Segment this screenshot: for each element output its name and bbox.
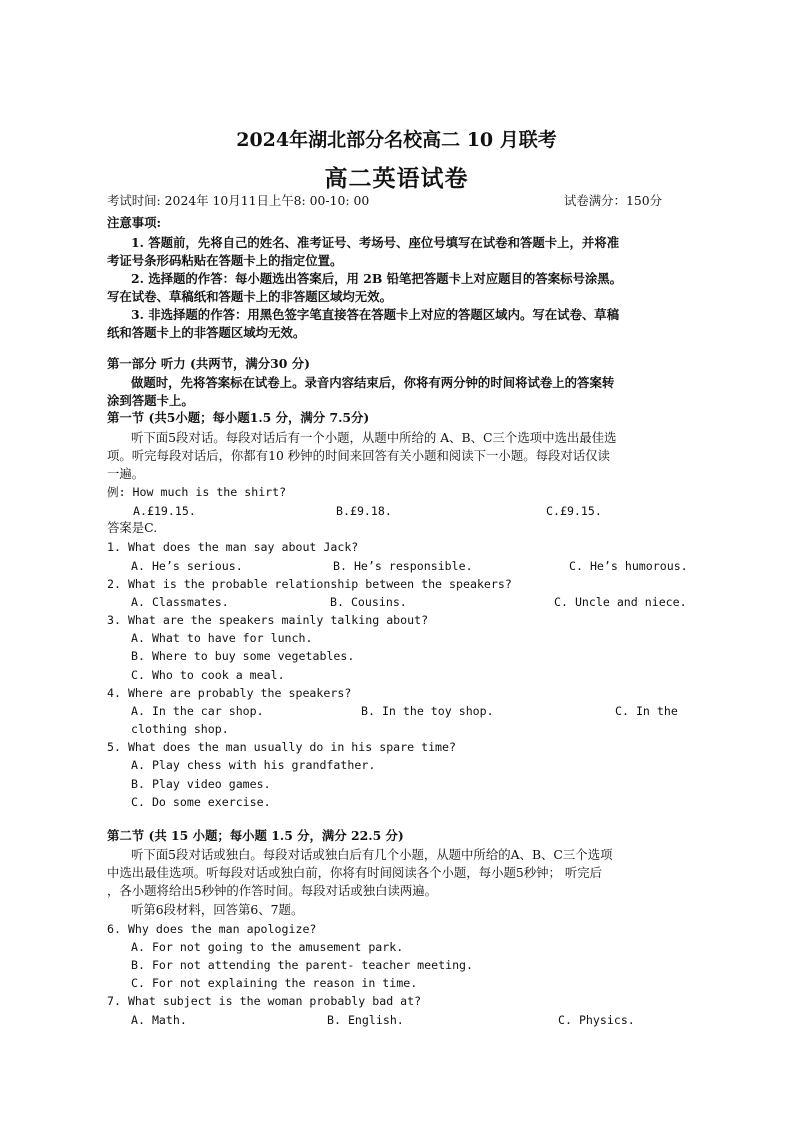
question-4-option-b: B. In the toy shop.: [361, 704, 494, 718]
question-5-option-a: A. Play chess with his grandfather.: [131, 758, 376, 772]
section2-intro-cont: 中选出最佳选项。听每段对话或独白前，你将有时间阅读各个小题，每小题5秒钟； 听完后: [107, 865, 603, 880]
notice-item-2: 2. 选择题的作答：每小题选出答案后，用 2B 铅笔把答题卡上对应题目的答案标号涂黑。: [131, 271, 623, 286]
example-answer: 答案是C.: [107, 520, 158, 535]
notice-item-1-cont: 考证号条形码粘贴在答题卡上的指定位置。: [107, 253, 343, 268]
question-3-option-a: A. What to have for lunch.: [131, 631, 313, 645]
question-5-option-b: B. Play video games.: [131, 777, 271, 791]
section1-intro: 听下面5段对话。每段对话后有一个小题，从题中所给的 A、B、C三个选项中选出最佳选: [131, 430, 617, 445]
material-6-heading: 听第6段材料，回答第6、7题。: [131, 902, 304, 917]
question-1: 1. What does the man say about Jack?: [107, 540, 359, 554]
question-7-option-c: C. Physics.: [558, 1013, 635, 1027]
section1-intro-cont: 项。听完每段对话后，你都有10 秒钟的时间来回答有关小题和阅读下一小题。每段对话仅读: [107, 448, 610, 463]
question-2-option-a: A. Classmates.: [131, 595, 229, 609]
section2-heading: 第二节 (共 15 小题；每小题 1.5 分，满分 22.5 分): [107, 828, 404, 843]
question-1-option-c: C. He’s humorous.: [569, 559, 688, 573]
question-7: 7. What subject is the woman probably bad at?: [107, 994, 422, 1008]
section2-intro: 听下面5段对话或独白。每段对话或独白后有几个小题，从题中所给的A、B、C三个选项: [131, 847, 613, 862]
question-5: 5. What does the man usually do in his spare time?: [107, 740, 457, 754]
question-3-option-b: B. Where to buy some vegetables.: [131, 649, 355, 663]
question-3: 3. What are the speakers mainly talking about?: [107, 613, 429, 627]
part1-intro: 做题时，先将答案标在试卷上。录音内容结束后，你将有两分钟的时间将试卷上的答案转: [131, 375, 615, 390]
exam-title: 2024年湖北部分名校高二 10 月联考: [236, 129, 557, 151]
notice-heading: 注意事项:: [107, 215, 162, 230]
question-7-option-a: A. Math.: [131, 1013, 187, 1027]
question-6-option-a: A. For not going to the amusement park.: [131, 940, 404, 954]
question-6: 6. Why does the man apologize?: [107, 922, 317, 936]
question-7-option-b: B. English.: [327, 1013, 404, 1027]
exam-time: 考试时间: 2024年 10月11日上午8: 00-10: 00: [107, 193, 370, 208]
section1-intro-end: 一遍。: [107, 466, 145, 481]
full-score: 试卷满分：150分: [564, 193, 662, 208]
question-2: 2. What is the probable relationship between the speakers?: [107, 577, 512, 591]
question-5-option-c: C. Do some exercise.: [131, 795, 271, 809]
example-question: 例: How much is the shirt?: [107, 485, 287, 499]
question-6-option-b: B. For not attending the parent- teacher meeting.: [131, 958, 474, 972]
question-4-option-c-cont: clothing shop.: [131, 722, 229, 736]
notice-item-2-cont: 写在试卷、草稿纸和答题卡上的非答题区域均无效。: [107, 289, 392, 304]
question-4: 4. Where are probably the speakers?: [107, 686, 352, 700]
notice-item-3: 3. 非选择题的作答：用黑色签字笔直接答在答题卡上对应的答题区域内。写在试卷、草稿: [131, 307, 620, 322]
question-2-option-c: C. Uncle and niece.: [554, 595, 687, 609]
example-option-b: B.£9.18.: [336, 504, 392, 518]
paper-title: 高二英语试卷: [324, 165, 469, 192]
question-2-option-b: B. Cousins.: [330, 595, 407, 609]
question-1-option-b: B. He’s responsible.: [333, 559, 473, 573]
question-4-option-c: C. In the: [615, 704, 678, 718]
part1-intro-cont: 涂到答题卡上。: [107, 393, 194, 408]
part1-heading: 第一部分 听力 (共两节，满分30 分): [107, 356, 310, 371]
section1-heading: 第一节 (共5小题；每小题1.5 分，满分 7.5分): [107, 410, 370, 425]
question-6-option-c: C. For not explaining the reason in time.: [131, 976, 418, 990]
notice-item-1: 1. 答题前，先将自己的姓名、准考证号、考场号、座位号填写在试卷和答题卡上，并将准: [131, 235, 620, 250]
question-1-option-a: A. He’s serious.: [131, 559, 243, 573]
section2-intro-end: ，各小题将给出5秒钟的作答时间。每段对话或独白读两遍。: [107, 883, 438, 898]
question-3-option-c: C. Who to cook a meal.: [131, 668, 285, 682]
question-4-option-a: A. In the car shop.: [131, 704, 264, 718]
example-option-a: A.£19.15.: [133, 504, 196, 518]
notice-item-3-cont: 纸和答题卡上的非答题区域均无效。: [107, 325, 306, 340]
example-option-c: C.£9.15.: [546, 504, 602, 518]
